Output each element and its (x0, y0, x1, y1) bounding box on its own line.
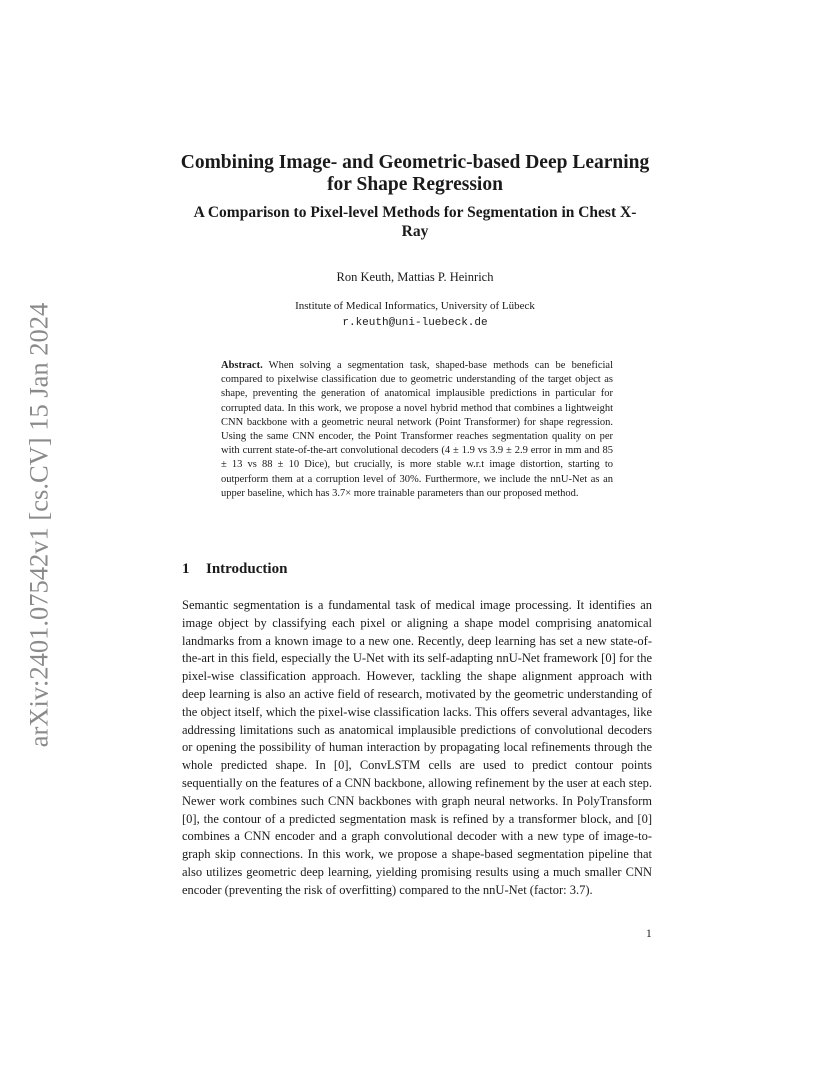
abstract (221, 359, 613, 501)
author-affiliation: Institute of Medical Informatics, University of Lübeck (295, 300, 535, 312)
abstract-label: Abstract. (221, 360, 263, 371)
section-heading (182, 561, 287, 578)
introduction-paragraph: Semantic segmentation is a fundamental task of medical image processing. It identifies an image object by classifying each pixel or aligning a shape model comprising anatomical landmarks from a known image to a new one. Recently, deep learning has set a new state-of-the-art in this field, especially the U-Net with its self-adapting nnU-Net framework [0] for the pixel-wise classification approach. However, tackling the shape alignment approach with deep learning is also an active field of research, motivated by the geometric understanding of the object itself, which the pixel-wise classification lacks. This offers several advantages, like addressing limitations such as anatomical implausible predictions of convolutional decoders or opening the possibility of human interaction by propagating local refinements through the whole predicted shape. In [0], ConvLSTM cells are used to predict contour points sequentially on the features of a CNN backbone, allowing refinement by the user at each step. Newer work combines such CNN backbones with graph neural networks. In PolyTransform [0], the contour of a predicted segmentation mask is refined by a transformer block, and [0] combines a CNN encoder and a graph convolutional decoder with a new type of image-to-graph skip connections. In this work, we propose a shape-based segmentation pipeline that also utilizes geometric deep learning, yielding promising results using a much smaller CNN encoder (preventing the risk of overfitting) compared to the nnU-Net (factor: 3.7). (182, 598, 652, 897)
paper-title: Combining Image- and Geometric-based Deep Learning for Shape Regression (180, 152, 650, 195)
paper-authors: Ron Keuth, Mattias P. Heinrich (336, 270, 494, 284)
arxiv-sidebar-stamp (24, 290, 54, 760)
section-number: 1 (182, 561, 190, 577)
arxiv-identifier: arXiv:2401.07542v1 [cs.CV] 15 Jan 2024 (23, 302, 54, 748)
paper-subtitle: A Comparison to Pixel-level Methods for Segmentation in Chest X-Ray (193, 204, 637, 240)
section-title: Introduction (206, 561, 288, 577)
author-email[interactable]: r.keuth@uni-luebeck.de (342, 317, 488, 329)
abstract-text: When solving a segmentation task, shaped-base methods can be beneficial compared to pixelwise classification due to geometric understanding of the target object as shape, preventing the generation of anatomical implausible predictions in particular for corrupted data. In this work, we propose a novel hybrid method that combines a lightweight CNN backbone with a geometric neural network (Point Transformer) for shape regression. Using the same CNN encoder, the Point Transformer reaches segmentation quality on per with current state-of-the-art convolutional decoders (4 ± 1.9 vs 3.9 ± 2.9 error in mm and 85 ± 13 vs 88 ± 10 Dice), but crucially, is more stable w.r.t image distortion, starting to outperform them at a corruption level of 30%. Furthermore, we include the nnU-Net as an upper baseline, which has 3.7× more trainable parameters than our proposed method. (221, 360, 613, 499)
page-number: 1 (646, 928, 652, 940)
